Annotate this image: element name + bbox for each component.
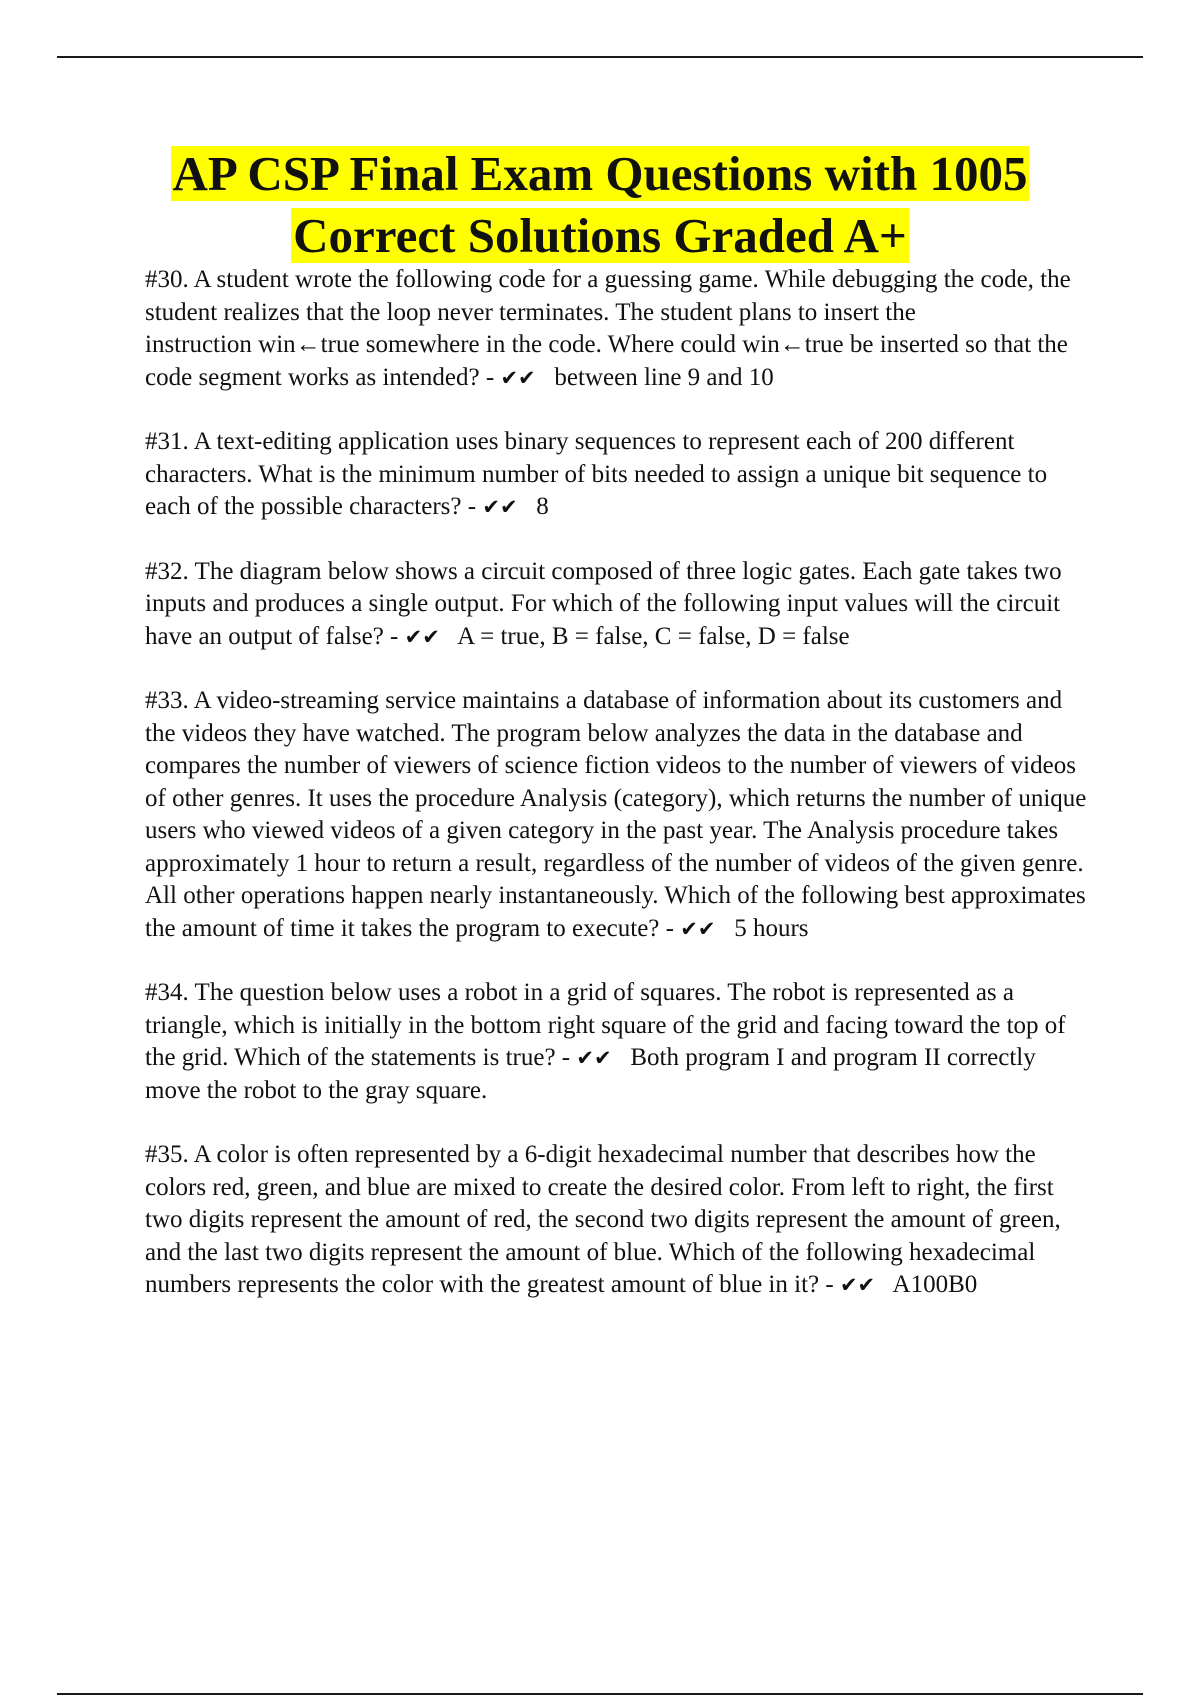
answer-separator: -: [659, 914, 681, 942]
question-text: #31. A text-editing application uses binary sequences to represent each of 200 different characters. What is the minimum number of bits needed to assign a unique bit sequence to each of the possible characters?: [145, 428, 1048, 520]
question-text: #33. A video-streaming service maintains a database of information about its customers and the videos they have watched. The program below analyzes the data in the database and compares the number of viewers of science fiction videos to the number of viewers of videos of other genres. It uses the procedure Analysis (category), which returns the number of unique users who viewed videos of a given category in the past year. The Analysis procedure takes approximately 1 hour to return a result, regardless of the number of videos of the given genre. All other operations happen nearly instantaneously. Which of the following best approximates the amount of time it takes the program to execute?: [145, 687, 1087, 942]
qa-item: [145, 264, 1090, 394]
answer-separator: -: [819, 1271, 840, 1298]
double-check-icon: ✔✔: [839, 1273, 876, 1297]
answer-separator: -: [461, 493, 483, 520]
double-check-icon: ✔✔: [404, 624, 440, 649]
bottom-rule: [57, 1693, 1143, 1695]
qa-list: [145, 264, 1090, 1334]
question-text: #32. The diagram below shows a circuit composed of three logic gates. Each gate takes two inputs and produces a single output. For which of the following input values will the circuit have an output of false?: [145, 557, 1062, 650]
qa-item: [145, 1139, 1090, 1302]
answer-text: Both program I and program II correctly move the robot to the gray square.: [145, 1044, 1036, 1104]
question-text: #34. The question below uses a robot in a grid of squares. The robot is represented as a triangle, which is initially in the bottom right square of the grid and facing toward the top of the grid. Which of the statements is true?: [145, 979, 1066, 1071]
answer-text: 5 hours: [734, 914, 809, 942]
qa-item: [145, 426, 1090, 524]
qa-item: [145, 556, 1090, 654]
question-text: #35. A color is often represented by a 6-digit hexadecimal number that describes how the colors red, green, and blue are mixed to create the desired color. From left to right, the first two digits represent the amount of red, the second two digits represent the amount of green, and the last two digits represent the amount of blue. Which of the following hexadecimal numbers represents the color with the greatest amount of blue in it?: [145, 1141, 1061, 1298]
answer-text: 8: [536, 493, 549, 520]
title-line-1: AP CSP Final Exam Questions with 1005: [172, 146, 1028, 201]
double-check-icon: ✔✔: [500, 365, 536, 390]
answer-text: A = true, B = false, C = false, D = false: [457, 622, 850, 650]
answer-separator: -: [479, 363, 501, 391]
double-check-icon: ✔✔: [576, 1046, 612, 1070]
title-line-2: Correct Solutions Graded A+: [293, 208, 907, 263]
page-title: [100, 143, 1100, 267]
answer-separator: -: [555, 1044, 577, 1071]
qa-item: [145, 685, 1090, 945]
qa-item: [145, 977, 1090, 1107]
question-text: #30. A student wrote the following code for a guessing game. While debugging the code, the student realizes that the loop never terminates. The student plans to insert the instruction win←true somewhere in the code. Where could win←true be inserted so that the code segment works as intended?: [145, 266, 1071, 391]
double-check-icon: ✔✔: [680, 916, 716, 941]
double-check-icon: ✔✔: [482, 495, 518, 519]
answer-separator: -: [383, 622, 405, 650]
answer-text: A100B0: [892, 1271, 978, 1298]
top-rule: [57, 56, 1143, 58]
answer-text: between line 9 and 10: [554, 363, 774, 391]
